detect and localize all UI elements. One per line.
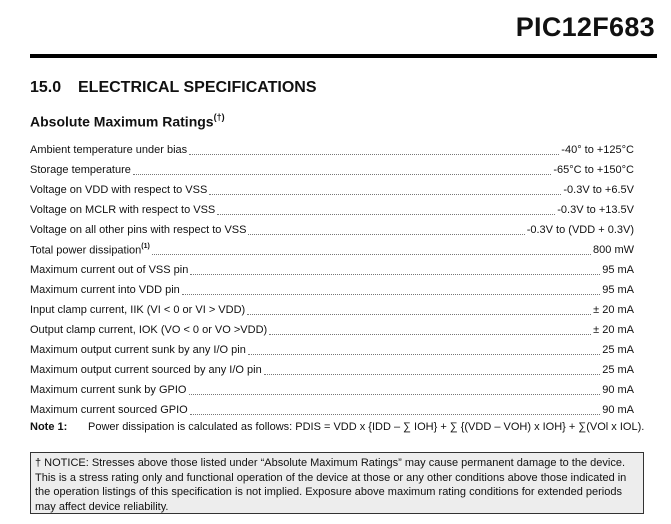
rating-value: ± 20 mA [593, 303, 634, 316]
power-dissipation-note [30, 421, 660, 433]
dot-leader [189, 394, 601, 395]
rating-parameter: Storage temperature [30, 163, 131, 176]
rating-row [30, 200, 634, 220]
rating-parameter: Maximum current sunk by GPIO [30, 383, 187, 396]
footnote-marker: (1) [141, 242, 150, 250]
rating-row [30, 160, 634, 180]
rating-value: 95 mA [602, 283, 634, 296]
subsection-title: Absolute Maximum Ratings [30, 113, 214, 130]
ratings-list [30, 140, 634, 420]
rating-row [30, 320, 634, 340]
subsection-heading [30, 114, 225, 129]
header-rule [30, 54, 657, 58]
stress-notice-box [30, 452, 644, 514]
rating-value: ± 20 mA [593, 323, 634, 336]
rating-row [30, 220, 634, 240]
dot-leader [152, 254, 591, 255]
dot-leader [264, 374, 600, 375]
rating-value: 90 mA [602, 383, 634, 396]
rating-value: -0.3V to +6.5V [563, 183, 634, 196]
rating-value: -0.3V to (VDD + 0.3V) [526, 223, 634, 236]
dot-leader [189, 154, 559, 155]
section-heading [30, 80, 317, 96]
rating-row [30, 340, 634, 360]
rating-value: -0.3V to +13.5V [557, 203, 634, 216]
rating-parameter: Voltage on MCLR with respect to VSS [30, 203, 216, 216]
rating-value: 25 mA [602, 343, 634, 356]
rating-parameter: Output clamp current, IOK (VO < 0 or VO >VDD) [30, 323, 268, 336]
rating-row [30, 140, 634, 160]
dot-leader [247, 314, 591, 315]
rating-row [30, 260, 634, 280]
dot-leader [209, 194, 561, 195]
rating-row [30, 380, 634, 400]
rating-parameter: Voltage on VDD with respect to VSS [30, 183, 208, 196]
rating-row [30, 280, 634, 300]
rating-value: 95 mA [602, 263, 634, 276]
rating-parameter: Maximum output current sourced by any I/O pin [30, 363, 262, 376]
dot-leader [248, 354, 600, 355]
dot-leader [217, 214, 555, 215]
rating-value: 25 mA [602, 363, 634, 376]
rating-row [30, 180, 634, 200]
rating-parameter: Voltage on all other pins with respect to VSS [30, 223, 247, 236]
rating-parameter-text: Total power dissipation [30, 244, 142, 257]
rating-parameter: Maximum output current sunk by any I/O pin [30, 343, 246, 356]
rating-parameter: Maximum current sourced GPIO [30, 403, 188, 416]
dot-leader [269, 334, 591, 335]
page-header [0, 0, 671, 56]
dot-leader [190, 414, 600, 415]
note-text: Power dissipation is calculated as follows: PDIS = VDD x {IDD – ∑ IOH} + ∑ {(VDD – VOH) x IOH} + ∑(VOl x IOL). [88, 421, 645, 433]
notice-text: † NOTICE: Stresses above those listed under “Absolute Maximum Ratings” may cause permanent damage to the device. This is a stress rating only and functional operation of the device at those or any other conditions above those indicated in the operation listings of this specification is not implied. Exposure above maximum rating conditions for extended periods may affect device reliability. [35, 457, 627, 513]
rating-parameter: Input clamp current, IIK (VI < 0 or VI > VDD) [30, 303, 246, 316]
note-label: Note 1: [30, 421, 68, 433]
rating-row [30, 240, 634, 260]
subsection-footnote-marker: (†) [213, 112, 225, 122]
dot-leader [182, 294, 600, 295]
rating-row [30, 300, 634, 320]
rating-parameter [30, 244, 152, 257]
rating-parameter: Maximum current out of VSS pin [30, 263, 189, 276]
rating-value: -65°C to +150°C [553, 163, 634, 176]
rating-value: 90 mA [602, 403, 634, 416]
rating-value: 800 mW [593, 243, 634, 256]
rating-value: -40° to +125°C [561, 143, 634, 156]
section-number: 15.0 [30, 79, 62, 96]
rating-row [30, 360, 634, 380]
dot-leader [190, 274, 600, 275]
rating-parameter: Maximum current into VDD pin [30, 283, 180, 296]
dot-leader [248, 234, 524, 235]
rating-row [30, 400, 634, 420]
dot-leader [133, 174, 551, 175]
part-number-title: PIC12F683 [515, 12, 655, 42]
rating-parameter: Ambient temperature under bias [30, 143, 188, 156]
section-title: ELECTRICAL SPECIFICATIONS [78, 79, 317, 96]
